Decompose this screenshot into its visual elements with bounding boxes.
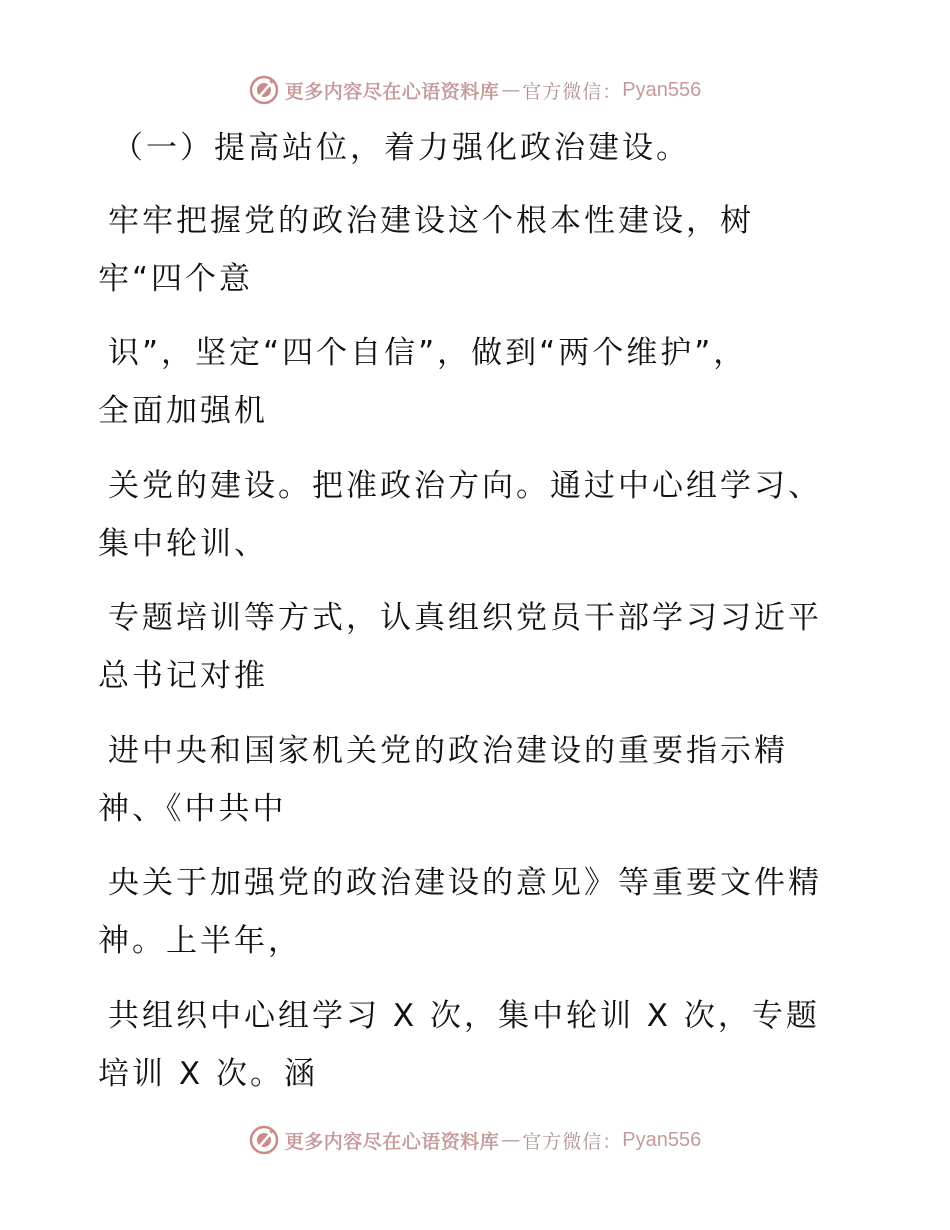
- paragraph-line: 牢牢把握党的政治建设这个根本性建设，树: [108, 203, 754, 239]
- footer-watermark: [0, 1120, 950, 1160]
- watermark-official-label: 官方微信：: [522, 1130, 623, 1153]
- paragraph-line: 集中轮训、: [98, 526, 268, 562]
- paragraph-line: 神。上半年，: [98, 923, 302, 959]
- section-heading: （一）提高站位，着力强化政治建设。: [112, 130, 690, 166]
- watermark-text: 更多内容尽在心语资料库: [284, 80, 500, 103]
- watermark-wechat-id: Pyan556: [622, 78, 702, 101]
- paragraph-line: 全面加强机: [98, 393, 268, 429]
- paragraph-line: 牢“四个意: [98, 261, 254, 297]
- brand-logo-icon: [249, 75, 279, 105]
- paragraph-line: 共组织中心组学习 X 次，集中轮训 X 次，专题: [108, 998, 820, 1034]
- watermark-text: 更多内容尽在心语资料库: [284, 1130, 500, 1153]
- paragraph-line: 进中央和国家机关党的政治建设的重要指示精: [108, 733, 788, 769]
- watermark-official-label: 官方微信：: [522, 80, 623, 103]
- watermark-separator: —: [501, 1129, 521, 1151]
- paragraph-line: 关党的建设。把准政治方向。通过中心组学习、: [108, 468, 822, 504]
- watermark-wechat-id: Pyan556: [622, 1128, 702, 1151]
- paragraph-line: 神、《中共中: [98, 791, 287, 827]
- paragraph-line: 总书记对推: [98, 658, 268, 694]
- watermark-separator: —: [501, 79, 521, 101]
- paragraph-line: 培训 X 次。涵: [98, 1056, 318, 1092]
- paragraph-line: 专题培训等方式，认真组织党员干部学习习近平: [108, 600, 822, 636]
- paragraph-line: 央关于加强党的政治建设的意见》等重要文件精: [108, 865, 822, 901]
- brand-logo-icon: [249, 1125, 279, 1155]
- paragraph-line: 识”，坚定“四个自信”，做到“两个维护”，: [108, 335, 748, 371]
- header-watermark: [0, 70, 950, 110]
